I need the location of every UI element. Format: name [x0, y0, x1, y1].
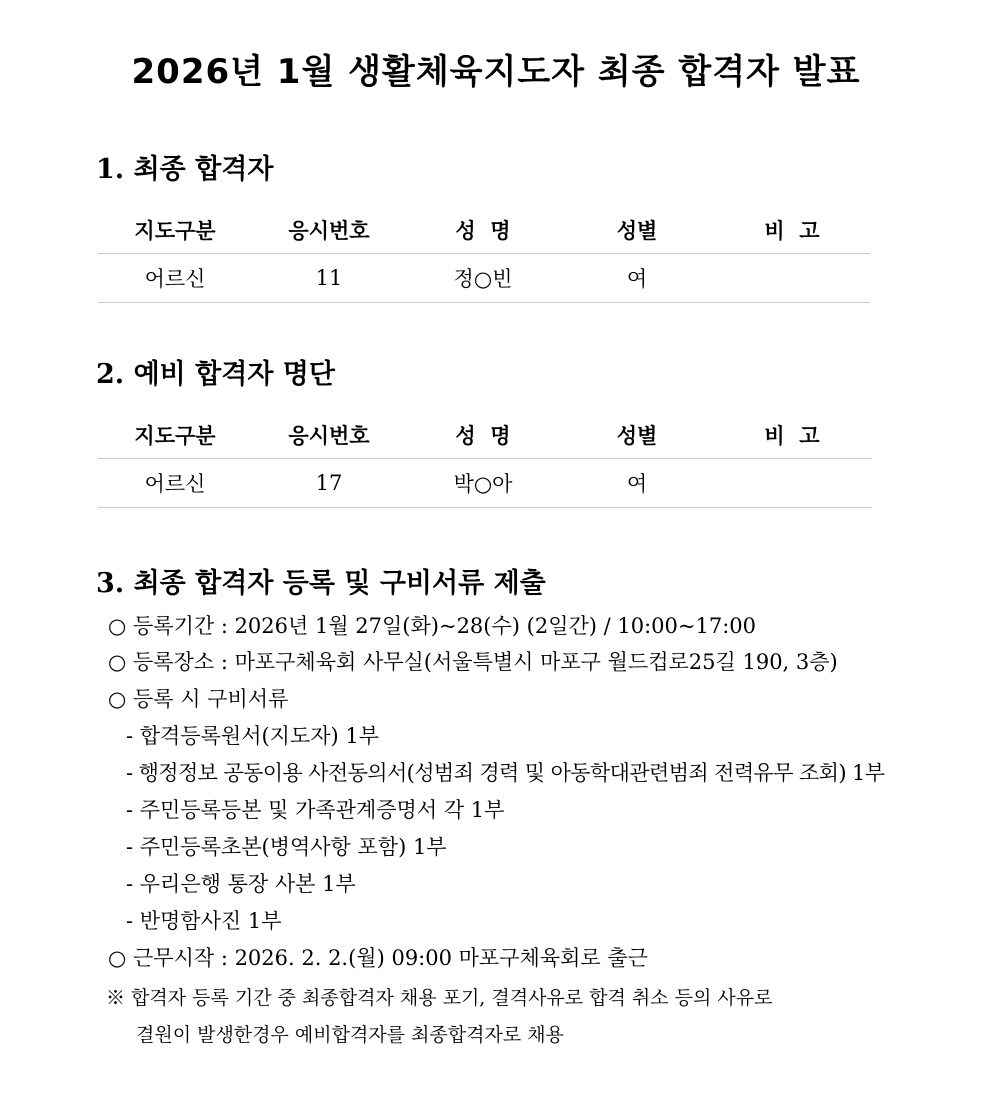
page-title: 2026년 1월 생활체육지도자 최종 합격자 발표 [131, 52, 861, 92]
registration-location: ○ 등록장소 : 마포구체육회 사무실(서울특별시 마포구 월드컵로25길 190, 3층) [108, 650, 838, 674]
final-passers-table [98, 207, 870, 303]
section-heading-registration: 3. 최종 합격자 등록 및 구비서류 제출 [96, 568, 546, 599]
work-start: ○ 근무시작 : 2026. 2. 2.(월) 09:00 마포구체육회로 출근 [108, 946, 648, 970]
table-row [98, 459, 872, 508]
column-header-name: 성 명 [455, 423, 511, 448]
cell-gender: 여 [626, 472, 648, 496]
column-header-gender: 성별 [616, 218, 658, 243]
column-header-category: 지도구분 [134, 423, 216, 448]
document-item: - 합격등록원서(지도자) 1부 [126, 724, 380, 748]
cell-exam-number: 11 [315, 266, 343, 290]
column-header-name: 성 명 [455, 218, 511, 243]
cell-category: 어르신 [144, 472, 206, 496]
document-item: - 반명함사진 1부 [126, 909, 282, 933]
cell-exam-number: 17 [315, 471, 343, 495]
document-item: - 행정정보 공동이용 사전동의서(성범죄 경력 및 아동학대관련범죄 전력유무 조회) 1부 [126, 761, 885, 785]
cell-name: 정○빈 [453, 267, 513, 291]
cell-category: 어르신 [144, 267, 206, 291]
column-header-exam-number: 응시번호 [288, 423, 370, 448]
registration-period: ○ 등록기간 : 2026년 1월 27일(화)~28(수) (2일간) / 10:00~17:00 [108, 614, 757, 638]
column-header-category: 지도구분 [134, 218, 216, 243]
table-header-row [98, 207, 870, 254]
section-heading-reserve-passers: 2. 예비 합격자 명단 [96, 359, 335, 390]
document-item: - 주민등록초본(병역사항 포함) 1부 [126, 835, 447, 859]
column-header-gender: 성별 [616, 423, 658, 448]
table-header-row [98, 412, 872, 459]
column-header-remarks: 비 고 [764, 218, 820, 243]
cell-gender: 여 [626, 267, 648, 291]
section-heading-final-passers: 1. 최종 합격자 [96, 154, 274, 185]
column-header-exam-number: 응시번호 [288, 218, 370, 243]
notice-text: ※ 합격자 등록 기간 중 최종합격자 채용 포기, 결격사유로 합격 취소 등의 사유로 [106, 987, 773, 1009]
table-row [98, 254, 870, 303]
document-item: - 주민등록등본 및 가족관계증명서 각 1부 [126, 798, 505, 822]
column-header-remarks: 비 고 [764, 423, 820, 448]
notice-text-continued: 결원이 발생한경우 예비합격자를 최종합격자로 채용 [136, 1024, 564, 1046]
required-documents-heading: ○ 등록 시 구비서류 [108, 687, 289, 711]
reserve-passers-table [98, 412, 872, 508]
cell-name: 박○아 [453, 472, 513, 496]
document-item: - 우리은행 통장 사본 1부 [126, 872, 356, 896]
